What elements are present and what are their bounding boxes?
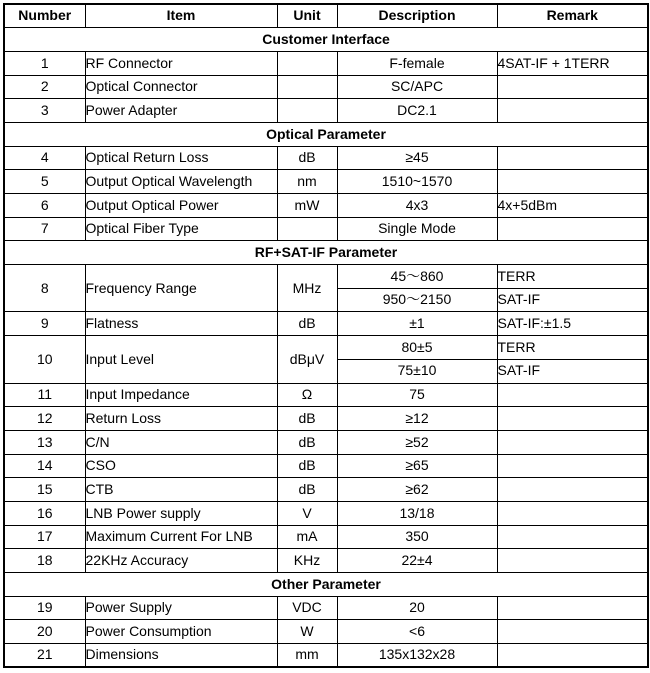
- cell-unit: [277, 99, 337, 123]
- cell-number: 16: [4, 501, 85, 525]
- cell-remark: [497, 430, 648, 454]
- cell-unit: KHz: [277, 549, 337, 573]
- cell-description: ≥65: [337, 454, 497, 478]
- cell-number: 7: [4, 217, 85, 241]
- cell-remark: TERR: [497, 265, 648, 289]
- cell-unit: dB: [277, 312, 337, 336]
- cell-item: LNB Power supply: [85, 501, 277, 525]
- table-row: [4, 478, 648, 502]
- section-title: RF+SAT-IF Parameter: [4, 241, 648, 265]
- cell-remark: [497, 407, 648, 431]
- cell-item: Return Loss: [85, 407, 277, 431]
- cell-number: 20: [4, 620, 85, 644]
- cell-remark: [497, 478, 648, 502]
- table-row: [4, 407, 648, 431]
- cell-item: Power Supply: [85, 596, 277, 620]
- cell-remark: [497, 596, 648, 620]
- cell-number: 13: [4, 430, 85, 454]
- cell-number: 9: [4, 312, 85, 336]
- cell-unit: mA: [277, 525, 337, 549]
- cell-unit: mm: [277, 644, 337, 668]
- cell-description: SC/APC: [337, 75, 497, 99]
- cell-number: 14: [4, 454, 85, 478]
- cell-remark: [497, 75, 648, 99]
- cell-unit: mW: [277, 194, 337, 218]
- column-header-remark: Remark: [497, 4, 648, 28]
- table-row: [4, 265, 648, 289]
- cell-remark: SAT-IF: [497, 359, 648, 383]
- cell-number: 8: [4, 265, 85, 312]
- section-title: Optical Parameter: [4, 122, 648, 146]
- cell-unit: nm: [277, 170, 337, 194]
- cell-remark: [497, 620, 648, 644]
- cell-number: 1: [4, 51, 85, 75]
- table-row: [4, 644, 648, 668]
- cell-remark: [497, 217, 648, 241]
- cell-unit: W: [277, 620, 337, 644]
- cell-item: Frequency Range: [85, 265, 277, 312]
- cell-description: 75±10: [337, 359, 497, 383]
- cell-remark: 4SAT-IF + 1TERR: [497, 51, 648, 75]
- section-header-row: [4, 28, 648, 52]
- cell-item: Power Adapter: [85, 99, 277, 123]
- cell-remark: [497, 525, 648, 549]
- cell-description: ≥45: [337, 146, 497, 170]
- cell-unit: VDC: [277, 596, 337, 620]
- cell-remark: 4x+5dBm: [497, 194, 648, 218]
- cell-item: Input Level: [85, 336, 277, 383]
- table-row: [4, 501, 648, 525]
- cell-number: 18: [4, 549, 85, 573]
- cell-unit: V: [277, 501, 337, 525]
- table-row: [4, 217, 648, 241]
- table-row: [4, 454, 648, 478]
- cell-description: ±1: [337, 312, 497, 336]
- cell-unit: Ω: [277, 383, 337, 407]
- cell-description: 950～2150: [337, 288, 497, 312]
- table-row: [4, 99, 648, 123]
- cell-remark: [497, 99, 648, 123]
- cell-item: CSO: [85, 454, 277, 478]
- cell-number: 5: [4, 170, 85, 194]
- table-row: [4, 596, 648, 620]
- cell-unit: dBμV: [277, 336, 337, 383]
- table-row: [4, 430, 648, 454]
- section-header-row: [4, 122, 648, 146]
- cell-item: Input Impedance: [85, 383, 277, 407]
- cell-unit: dB: [277, 454, 337, 478]
- cell-description: 135x132x28: [337, 644, 497, 668]
- table-row: [4, 75, 648, 99]
- cell-number: 12: [4, 407, 85, 431]
- cell-number: 3: [4, 99, 85, 123]
- cell-description: DC2.1: [337, 99, 497, 123]
- cell-description: 45～860: [337, 265, 497, 289]
- cell-remark: [497, 146, 648, 170]
- cell-unit: [277, 51, 337, 75]
- cell-description: ≥52: [337, 430, 497, 454]
- cell-item: CTB: [85, 478, 277, 502]
- cell-remark: SAT-IF:±1.5: [497, 312, 648, 336]
- cell-unit: dB: [277, 478, 337, 502]
- cell-item: Optical Fiber Type: [85, 217, 277, 241]
- cell-number: 17: [4, 525, 85, 549]
- spec-table: [3, 3, 649, 668]
- cell-description: Single Mode: [337, 217, 497, 241]
- cell-item: Power Consumption: [85, 620, 277, 644]
- column-header-item: Item: [85, 4, 277, 28]
- table-row: [4, 549, 648, 573]
- table-row: [4, 312, 648, 336]
- cell-description: ≥62: [337, 478, 497, 502]
- cell-item: Output Optical Wavelength: [85, 170, 277, 194]
- cell-number: 10: [4, 336, 85, 383]
- cell-item: RF Connector: [85, 51, 277, 75]
- cell-item: C/N: [85, 430, 277, 454]
- cell-number: 11: [4, 383, 85, 407]
- cell-unit: dB: [277, 146, 337, 170]
- cell-description: 13/18: [337, 501, 497, 525]
- table-row: [4, 170, 648, 194]
- cell-unit: dB: [277, 430, 337, 454]
- cell-description: 75: [337, 383, 497, 407]
- cell-item: Output Optical Power: [85, 194, 277, 218]
- section-title: Other Parameter: [4, 573, 648, 597]
- cell-item: 22KHz Accuracy: [85, 549, 277, 573]
- cell-description: <6: [337, 620, 497, 644]
- table-row: [4, 51, 648, 75]
- section-title: Customer Interface: [4, 28, 648, 52]
- cell-number: 2: [4, 75, 85, 99]
- cell-item: Flatness: [85, 312, 277, 336]
- cell-description: 350: [337, 525, 497, 549]
- cell-unit: [277, 75, 337, 99]
- header-row: [4, 4, 648, 28]
- column-header-number: Number: [4, 4, 85, 28]
- cell-remark: SAT-IF: [497, 288, 648, 312]
- section-header-row: [4, 573, 648, 597]
- cell-remark: [497, 170, 648, 194]
- cell-description: F-female: [337, 51, 497, 75]
- table-row: [4, 525, 648, 549]
- cell-unit: [277, 217, 337, 241]
- cell-unit: dB: [277, 407, 337, 431]
- cell-number: 6: [4, 194, 85, 218]
- table-row: [4, 620, 648, 644]
- section-header-row: [4, 241, 648, 265]
- table-row: [4, 336, 648, 360]
- cell-description: 4x3: [337, 194, 497, 218]
- table-row: [4, 146, 648, 170]
- cell-number: 21: [4, 644, 85, 668]
- cell-description: ≥12: [337, 407, 497, 431]
- cell-description: 20: [337, 596, 497, 620]
- cell-remark: [497, 549, 648, 573]
- column-header-unit: Unit: [277, 4, 337, 28]
- table-row: [4, 383, 648, 407]
- cell-unit: MHz: [277, 265, 337, 312]
- cell-item: Optical Connector: [85, 75, 277, 99]
- cell-item: Optical Return Loss: [85, 146, 277, 170]
- cell-description: 22±4: [337, 549, 497, 573]
- cell-item: Dimensions: [85, 644, 277, 668]
- cell-item: Maximum Current For LNB: [85, 525, 277, 549]
- cell-remark: [497, 383, 648, 407]
- cell-description: 80±5: [337, 336, 497, 360]
- cell-number: 4: [4, 146, 85, 170]
- cell-remark: [497, 454, 648, 478]
- cell-remark: TERR: [497, 336, 648, 360]
- cell-remark: [497, 501, 648, 525]
- table-row: [4, 194, 648, 218]
- cell-remark: [497, 644, 648, 668]
- cell-number: 15: [4, 478, 85, 502]
- cell-number: 19: [4, 596, 85, 620]
- cell-description: 1510~1570: [337, 170, 497, 194]
- column-header-description: Description: [337, 4, 497, 28]
